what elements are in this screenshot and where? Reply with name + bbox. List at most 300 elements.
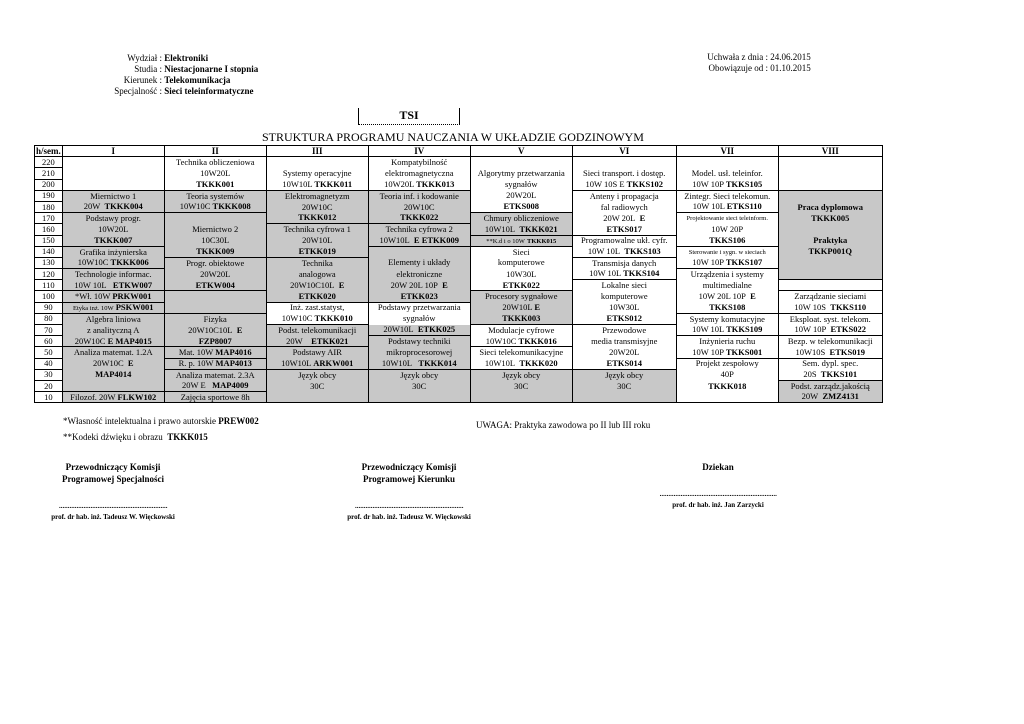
value-faculty: Elektroniki (164, 53, 209, 63)
course-cell: Algorytmy przetwarzania (470, 168, 572, 179)
course-cell: Inżynieria ruchu (676, 336, 778, 347)
course-cell (676, 157, 778, 168)
course-hours: Filozof. 20W (70, 391, 116, 402)
course-code: FZP8007 (198, 335, 232, 346)
course-cell (266, 157, 368, 168)
course-cell: Zintegr. Sieci telekomun. (676, 190, 778, 201)
course-cell: Inż. zast.statyst, (266, 302, 368, 313)
course-code: MAP4016 (215, 346, 252, 357)
course-cell (164, 325, 266, 336)
course-hours: 20W E (182, 380, 206, 391)
course-cell (778, 213, 882, 224)
course-hours: 10W 10P (692, 257, 724, 268)
course-code: TKKK010 (314, 313, 353, 324)
course-hours: 10W 10P (794, 324, 827, 335)
course-hours: 20W10C (92, 358, 124, 369)
course-cell: Chmury obliczeniowe (470, 213, 572, 224)
course-hours: 20W (286, 335, 303, 346)
course-cell (778, 347, 882, 358)
course-cell (368, 392, 470, 403)
exam-mark: E (639, 212, 646, 223)
course-code: TKKK015 (527, 237, 557, 245)
footnote-ip (63, 416, 259, 426)
course-cell (164, 380, 266, 391)
exam-mark: E (534, 302, 541, 313)
label-faculty: Wydział : (127, 53, 162, 63)
label-resolution-date: Uchwała z dnia : (707, 52, 768, 62)
table-row (35, 325, 883, 336)
course-hours: 10W20L (384, 179, 414, 189)
label-field: Kierunek : (123, 75, 162, 85)
course-cell (572, 392, 676, 403)
hours-cell: 130 (35, 257, 63, 268)
course-code: ARKW001 (313, 358, 354, 368)
course-code: PSKW001 (115, 302, 154, 312)
course-code: ETKW004 (195, 279, 235, 290)
course-cell: Eksploat. syst. telekom. (778, 313, 882, 324)
course-code: ETKS110 (726, 201, 762, 212)
course-code: ETKK019 (298, 246, 336, 257)
signatory-name: prof. dr hab. inż. Tadeusz W. Więckowski (347, 513, 471, 521)
signature-title: Programowej Specjalności (61, 474, 165, 484)
table-row (35, 358, 883, 369)
col-header-sem-3: III (266, 146, 368, 157)
course-cell: Miernictwo 1 (62, 190, 164, 201)
course-cell: Elementy i układy (368, 257, 470, 268)
value-studies: Niestacjonarne I stopnia (164, 64, 259, 74)
course-cell: 10W20L (164, 168, 266, 179)
course-cell: sygnałów (470, 179, 572, 190)
course-hours: 10W10C (179, 201, 211, 212)
course-cell (368, 246, 470, 257)
course-cell: Zarządzanie sieciami (778, 291, 882, 302)
course-code: TKKK011 (314, 179, 353, 189)
course-cell (62, 380, 164, 391)
course-code: TKKK022 (400, 212, 439, 223)
course-code: MAP4009 (212, 380, 249, 391)
course-cell (62, 257, 164, 268)
course-hours: 20W10C10L (290, 279, 335, 290)
course-code: TKKS107 (725, 257, 763, 268)
course-cell: 30C (368, 380, 470, 391)
course-cell (368, 280, 470, 291)
course-cell (164, 213, 266, 224)
course-cell: 20W20L (572, 347, 676, 358)
course-code: MAP4014 (95, 369, 132, 380)
hours-cell: 140 (35, 246, 63, 257)
course-code: ETKS019 (829, 346, 865, 357)
course-hours: 10W 10S (794, 302, 827, 312)
course-cell (676, 392, 778, 403)
course-code: TKKK012 (298, 212, 337, 223)
table-row (35, 369, 883, 380)
course-cell (470, 336, 572, 347)
course-cell: 20W10L (266, 235, 368, 246)
col-header-hours: h/sem. (36, 145, 61, 156)
footnote-codecs (63, 432, 208, 442)
course-cell: elektromagnetyczna (368, 168, 470, 179)
course-cell (778, 392, 882, 403)
course-hours: 10W10L (484, 358, 516, 368)
course-code: TKKP001Q (808, 246, 852, 257)
course-cell: Analiza matemat. 2.3A (164, 369, 266, 380)
course-cell: elektroniczne (368, 269, 470, 280)
table-row (35, 280, 883, 291)
course-hours: 10W10C (77, 257, 109, 268)
course-cell (778, 201, 882, 212)
course-cell: 10C30L (164, 235, 266, 246)
course-code: TKKS001 (725, 346, 763, 357)
course-code: TKKK001 (196, 179, 235, 189)
course-hours: 10W 10L (589, 268, 621, 279)
course-code: ETKS008 (503, 201, 539, 212)
course-hours: R. p. 10W (178, 358, 214, 369)
course-code: TKKS102 (626, 179, 664, 189)
exam-mark: E (750, 291, 756, 302)
course-cell: 30C (470, 380, 572, 391)
course-hours: 10W 10L (692, 201, 725, 212)
course-code: ETKK025 (417, 324, 456, 335)
table-header-row (35, 146, 883, 157)
signature-title: Przewodniczący Komisji (361, 462, 457, 472)
course-cell (368, 325, 470, 336)
table-row (35, 313, 883, 324)
hours-cell: 160 (35, 224, 63, 235)
footnote-codecs-text: **Kodeki dźwięku i obrazu (63, 432, 163, 442)
course-cell: Podstawy AIR (266, 347, 368, 358)
course-cell (266, 213, 368, 224)
course-cell (676, 235, 778, 246)
hours-cell: 50 (35, 347, 63, 358)
course-cell (164, 280, 266, 291)
hours-cell: 70 (35, 325, 63, 336)
course-cell: Podstawy progr. (62, 213, 164, 224)
col-header-sem-2: II (164, 146, 266, 157)
signature-field-chair (323, 461, 495, 523)
course-code: TKKS109 (726, 324, 763, 335)
course-cell: 30C (572, 380, 676, 391)
course-code: TKKK005 (811, 212, 850, 223)
course-name: Praca dyplomowa (797, 201, 863, 212)
course-cell (368, 213, 470, 224)
course-hours: 20W10C (74, 335, 106, 346)
course-cell (266, 280, 368, 291)
footnote-codecs-code: TKKK015 (167, 432, 208, 442)
course-code: TKKS108 (709, 302, 746, 312)
course-hours: 10W10L (282, 179, 313, 189)
course-cell: Grafika inżynierska (62, 246, 164, 257)
course-code: TKKS104 (623, 268, 660, 279)
course-cell (62, 358, 164, 369)
course-cell (778, 246, 882, 257)
hours-cell: 90 (35, 302, 63, 313)
course-cell: Technika cyfrowa 1 (266, 224, 368, 235)
hours-cell: 110 (35, 280, 63, 291)
course-cell (778, 190, 882, 201)
course-cell: komputerowe (470, 257, 572, 268)
label-specialty: Specjalność : (114, 86, 162, 96)
course-cell: Podstawy techniki (368, 336, 470, 347)
exam-mark: E (127, 358, 134, 369)
course-cell: Urządzenia i systemy (676, 269, 778, 280)
course-cell: 20W20L (470, 190, 572, 201)
course-cell (778, 257, 882, 268)
course-cell (266, 336, 368, 347)
course-cell (676, 347, 778, 358)
course-cell (572, 246, 676, 257)
course-code: TKKK013 (416, 179, 455, 189)
course-cell (62, 168, 164, 179)
footnote-ip-text: *Własność intelektualna i prawo autorskie (63, 416, 216, 426)
col-header-sem-5: V (470, 146, 572, 157)
table-row (35, 392, 883, 403)
course-cell (778, 269, 882, 280)
course-cell (676, 257, 778, 268)
value-field: Telekomunikacja (164, 75, 231, 85)
course-code: TKKS110 (830, 302, 867, 312)
course-cell (164, 336, 266, 347)
course-hours: 10W 10P (692, 346, 724, 357)
col-header-sem-1: I (62, 146, 164, 157)
table-row (35, 190, 883, 201)
page-title: STRUKTURA PROGRAMU NAUCZANIA W UKŁADZIE GODZINOWYM (262, 130, 644, 144)
course-cell: 20W20L (164, 269, 266, 280)
course-code: TKKK003 (502, 313, 541, 324)
course-hours: 10W 10L (587, 246, 621, 257)
program-code: TSI (358, 108, 460, 125)
course-cell (62, 179, 164, 190)
course-cell: mikroprocesorowej (368, 347, 470, 358)
table-row (35, 179, 883, 190)
course-cell (572, 313, 676, 324)
label-studies: Studia : (134, 64, 162, 74)
course-hours: 20W10C10L (188, 324, 233, 335)
signature-title: Przewodniczący Komisji (65, 462, 161, 472)
col-header-sem-6: VI (572, 146, 676, 157)
hours-cell: 180 (35, 201, 63, 212)
course-code: MAP4013 (215, 358, 252, 369)
course-cell: Modulacje cyfrowe (470, 325, 572, 336)
course-hours: 10W10L (379, 235, 410, 245)
course-code: TKKK021 (519, 223, 558, 234)
course-hours: 10W 10L (692, 324, 724, 335)
signature-line: .............................................................. (58, 500, 168, 510)
course-cell (778, 157, 882, 168)
course-code: MAP4015 (115, 335, 152, 346)
hours-cell: 200 (35, 179, 63, 190)
course-cell: Projekt zespołowy (676, 358, 778, 369)
course-cell (164, 302, 266, 313)
table-row (35, 201, 883, 212)
course-cell (266, 246, 368, 257)
course-cell: 20W10C (368, 201, 470, 212)
table-row (35, 246, 883, 257)
table-row (35, 257, 883, 268)
course-cell (164, 347, 266, 358)
course-hours: 10W 10S E (585, 179, 625, 189)
course-code: TKKS103 (624, 246, 661, 257)
table-row (35, 269, 883, 280)
header-faculty-info (100, 53, 258, 97)
course-cell (470, 392, 572, 403)
course-cell (778, 302, 882, 313)
course-code: TKKS101 (820, 369, 858, 380)
course-code: TKKS105 (725, 179, 763, 189)
course-cell: Fizyka (164, 313, 266, 324)
course-cell (62, 336, 164, 347)
course-cell: Programowalne ukł. cyfr. (572, 235, 676, 246)
course-cell: Systemy operacyjne (266, 168, 368, 179)
footnote-ip-code: PREW002 (218, 416, 259, 426)
course-cell (368, 358, 470, 369)
course-hours: 20W (83, 201, 101, 212)
course-cell (62, 291, 164, 302)
course-cell (778, 280, 882, 291)
course-cell (778, 224, 882, 235)
course-cell (266, 313, 368, 324)
table-row (35, 347, 883, 358)
course-code: TKKK006 (110, 257, 149, 268)
course-code: ETKK021 (311, 335, 349, 346)
course-cell: Język obcy (368, 369, 470, 380)
course-cell (572, 358, 676, 369)
course-code: ETKK020 (298, 290, 336, 301)
course-cell (778, 325, 882, 336)
curriculum-table (34, 145, 883, 403)
course-cell: 20W10C (266, 201, 368, 212)
course-hours: 10W10S (795, 346, 826, 357)
course-cell (676, 291, 778, 302)
course-cell (470, 313, 572, 324)
course-cell: Technika cyfrowa 2 (368, 224, 470, 235)
course-cell: Kompatybilność (368, 157, 470, 168)
course-code: ETKW007 (112, 279, 153, 290)
col-header-sem-8: VIII (778, 146, 882, 157)
course-cell: Anteny i propagacja (572, 190, 676, 201)
course-code: TKKK014 (418, 358, 457, 368)
course-code: ETKS017 (606, 223, 642, 234)
course-code: ETKS022 (830, 324, 866, 335)
col-header-sem-4: IV (368, 146, 470, 157)
course-cell: media transmisyjne (572, 336, 676, 347)
course-name: Projektowanie sieci teleinform. (686, 215, 768, 223)
hours-cell: 170 (35, 213, 63, 224)
course-hours: 20W10L (502, 302, 533, 313)
course-cell (676, 302, 778, 313)
course-cell: Teoria systemów (164, 190, 266, 201)
hours-cell: 150 (35, 235, 63, 246)
course-hours: 20W (801, 391, 819, 402)
course-hours: 10W 10L (74, 279, 107, 290)
course-cell (470, 358, 572, 369)
course-cell (470, 280, 572, 291)
course-cell: Analiza matemat. 1.2A (62, 347, 164, 358)
course-cell: Język obcy (266, 369, 368, 380)
course-cell: Transmisja danych (572, 257, 676, 268)
course-code: TKKK007 (94, 235, 133, 245)
table-row (35, 336, 883, 347)
course-cell (62, 302, 164, 313)
exam-mark: E (338, 279, 345, 290)
table-row (35, 235, 883, 246)
course-hours: 20W 20L (603, 212, 636, 223)
signature-dean (632, 461, 804, 511)
signatory-name: prof. dr hab. inż. Jan Zarzycki (672, 501, 764, 509)
hours-cell: 120 (35, 269, 63, 280)
course-cell (470, 224, 572, 235)
course-cell: Bezp. w telekomunikacji (778, 336, 882, 347)
course-cell: Algebra liniowa (62, 313, 164, 324)
course-cell: Podst. telekomunikacji (266, 325, 368, 336)
course-code: ETKK023 (400, 290, 438, 301)
course-cell (470, 302, 572, 313)
course-code: ZMZ4131 (822, 391, 859, 402)
hours-cell: 80 (35, 313, 63, 324)
table-row (35, 157, 883, 168)
course-hours: Mat. 10W (178, 346, 214, 357)
course-cell (778, 179, 882, 190)
hours-cell: 10 (35, 392, 63, 403)
course-cell: Technika (266, 257, 368, 268)
course-cell: 10W30L (572, 302, 676, 313)
course-code: TKKK004 (104, 201, 143, 212)
course-cell: multimedialne (676, 280, 778, 291)
course-code: TKKK016 (518, 335, 557, 346)
signature-title: Dziekan (702, 462, 734, 472)
course-cell (368, 291, 470, 302)
course-cell (470, 235, 572, 246)
course-cell (572, 157, 676, 168)
course-cell: Progr. obiektowe (164, 257, 266, 268)
course-cell (164, 179, 266, 190)
course-cell: komputerowe (572, 291, 676, 302)
course-cell (572, 269, 676, 280)
course-cell: 10W 20P (676, 224, 778, 235)
course-cell: Przewodowe (572, 325, 676, 336)
course-cell: 10W30L (470, 269, 572, 280)
course-code: TKKK020 (519, 358, 558, 368)
course-cell: Teoria inf. i kodowanie (368, 190, 470, 201)
table-row (35, 213, 883, 224)
course-cell (62, 235, 164, 246)
label-effective-from: Obowiązuje od : (708, 63, 768, 73)
course-cell: Sem. dypl. spec. (778, 358, 882, 369)
course-cell: Podstawy przetwarzania (368, 302, 470, 313)
course-cell (266, 358, 368, 369)
hours-cell: 30 (35, 369, 63, 380)
course-cell (778, 235, 882, 246)
col-header-sem-7: VII (676, 146, 778, 157)
course-cell (676, 213, 778, 224)
hours-cell: 210 (35, 168, 63, 179)
course-cell: Podst. zarządz.jakością (778, 380, 882, 391)
course-cell (470, 157, 572, 168)
course-cell (62, 369, 164, 380)
course-name: **K.d i o 10W (486, 237, 525, 245)
course-cell: Elektromagnetyzm (266, 190, 368, 201)
course-cell: Sieci telekomunikacyjne (470, 347, 572, 358)
signature-specialty-chair (28, 461, 198, 523)
course-cell (62, 157, 164, 168)
course-cell (676, 201, 778, 212)
course-name: Praktyka (813, 235, 848, 246)
course-cell: z analityczną A (62, 325, 164, 336)
value-resolution-date: 24.06.2015 (770, 52, 811, 62)
course-hours: 20W10L (383, 324, 414, 335)
course-hours: 20S (803, 369, 817, 380)
course-code: ETKS014 (606, 358, 642, 368)
signature-line: ................................................................... (659, 488, 777, 498)
